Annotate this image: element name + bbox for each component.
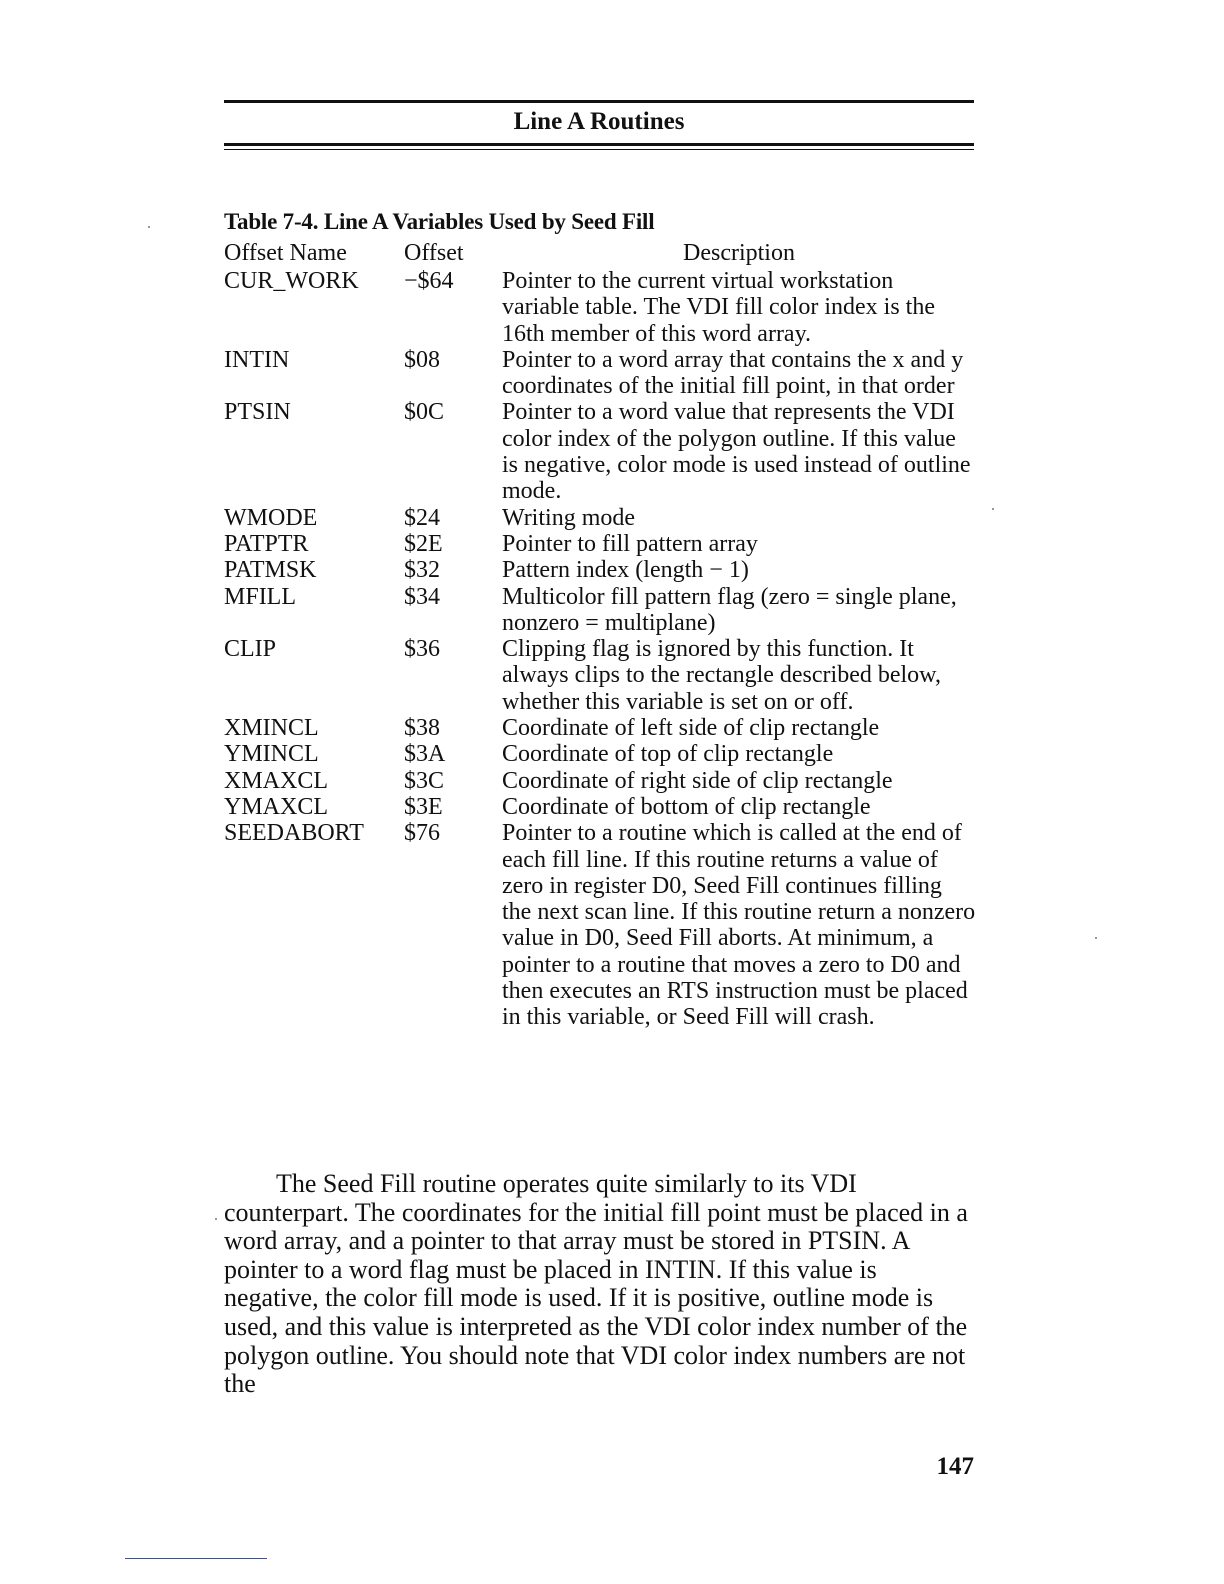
footnote-rule	[125, 1558, 267, 1559]
table-row	[224, 399, 976, 504]
row-offset-name: XMINCL	[224, 715, 319, 742]
variables-table-block	[224, 206, 976, 1031]
table-row	[224, 768, 976, 794]
row-offset-name: YMINCL	[224, 741, 319, 768]
scan-speck	[148, 226, 150, 228]
row-offset: $3C	[404, 767, 445, 794]
row-offset-name: WMODE	[224, 504, 318, 531]
table-row	[224, 794, 976, 820]
header-offset-name: Offset Name	[224, 240, 347, 266]
table-row	[224, 584, 976, 637]
row-offset: $08	[404, 346, 440, 373]
row-description: Multicolor fill pattern flag (zero = single plane, nonzero = multiplane)	[502, 583, 957, 636]
running-head	[224, 100, 974, 150]
body-paragraph: The Seed Fill routine operates quite similarly to its VDI counterpart. The coordinates for the initial fill point must be placed in a word array, and a pointer to that array must be stored in PTSIN. A pointer to a word flag must be placed in INTIN. If this value is negative, the color fill mode is used. If it is positive, outline mode is used, and this value is interpreted as the VDI color index number of the polygon outline. You should note that VDI color index numbers are not the	[224, 1169, 968, 1399]
row-offset-name: YMAXCL	[224, 793, 329, 820]
row-description: Pointer to a routine which is called at the end of each fill line. If this routine returns a value of zero in register D0, Seed Fill continues filling the next scan line. If this routine return a nonzero value in D0, Seed Fill aborts. At minimum, a pointer to a routine that moves a zero to D0 and then executes an RTS instruction must be placed in this variable, or Seed Fill will crash.	[502, 820, 976, 1031]
row-offset-name: CUR_WORK	[224, 268, 359, 294]
running-head-double-rule	[224, 143, 974, 150]
row-offset-name: INTIN	[224, 346, 290, 373]
row-description: Pointer to the current virtual workstation variable table. The VDI fill color index is the 16th member of this word array.	[502, 268, 935, 347]
row-offset: −$64	[404, 268, 454, 294]
header-offset: Offset	[404, 240, 464, 266]
row-offset: $24	[404, 504, 440, 531]
row-offset: $3A	[404, 741, 446, 768]
row-offset: $76	[404, 820, 440, 847]
scan-speck	[992, 508, 994, 510]
row-description: Coordinate of right side of clip rectangle	[502, 767, 893, 794]
row-offset-name: CLIP	[224, 636, 277, 663]
table-row	[224, 531, 976, 557]
row-offset-name: PATMSK	[224, 557, 317, 584]
table-row	[224, 557, 976, 583]
table-row	[224, 715, 976, 741]
row-description: Coordinate of bottom of clip rectangle	[502, 793, 871, 820]
row-description: Coordinate of left side of clip rectangle	[502, 715, 880, 742]
header-description: Description	[683, 240, 795, 266]
scan-speck	[215, 1218, 217, 1220]
row-offset-name: MFILL	[224, 583, 296, 610]
row-offset: $32	[404, 557, 440, 584]
row-description: Writing mode	[502, 504, 636, 531]
row-description: Coordinate of top of clip rectangle	[502, 741, 834, 768]
variables-table	[224, 238, 976, 1031]
row-offset-name: XMAXCL	[224, 767, 329, 794]
row-offset: $0C	[404, 399, 445, 426]
table-row	[224, 741, 976, 767]
row-description: Pointer to a word value that represents the VDI color index of the polygon outline. If this value is negative, color mode is used instead of outline mode.	[502, 399, 971, 505]
row-offset: $2E	[404, 530, 443, 557]
row-description: Pointer to a word array that contains the x and y coordinates of the initial fill point, in that order	[502, 346, 964, 400]
row-offset: $38	[404, 715, 440, 742]
table-caption: Table 7-4. Line A Variables Used by Seed Fill	[224, 209, 655, 234]
table-header-row	[224, 238, 976, 268]
row-offset-name: PTSIN	[224, 399, 291, 426]
table-body	[224, 268, 976, 1031]
row-offset: $36	[404, 636, 440, 663]
row-offset: $34	[404, 583, 440, 610]
row-offset-name: SEEDABORT	[224, 820, 364, 847]
row-offset-name: PATPTR	[224, 530, 309, 557]
row-description: Pattern index (length − 1)	[502, 557, 749, 584]
scan-speck	[1095, 937, 1097, 939]
row-description: Clipping flag is ignored by this function. It always clips to the rectangle described below, whether this variable is set on or off.	[502, 636, 941, 715]
page-number: 147	[936, 1453, 974, 1480]
table-row	[224, 820, 976, 1030]
row-description: Pointer to fill pattern array	[502, 530, 758, 557]
table-row	[224, 268, 976, 347]
table-row	[224, 636, 976, 715]
table-row	[224, 347, 976, 400]
running-head-title: Line A Routines	[513, 108, 685, 135]
row-offset: $3E	[404, 793, 443, 820]
table-row	[224, 505, 976, 531]
